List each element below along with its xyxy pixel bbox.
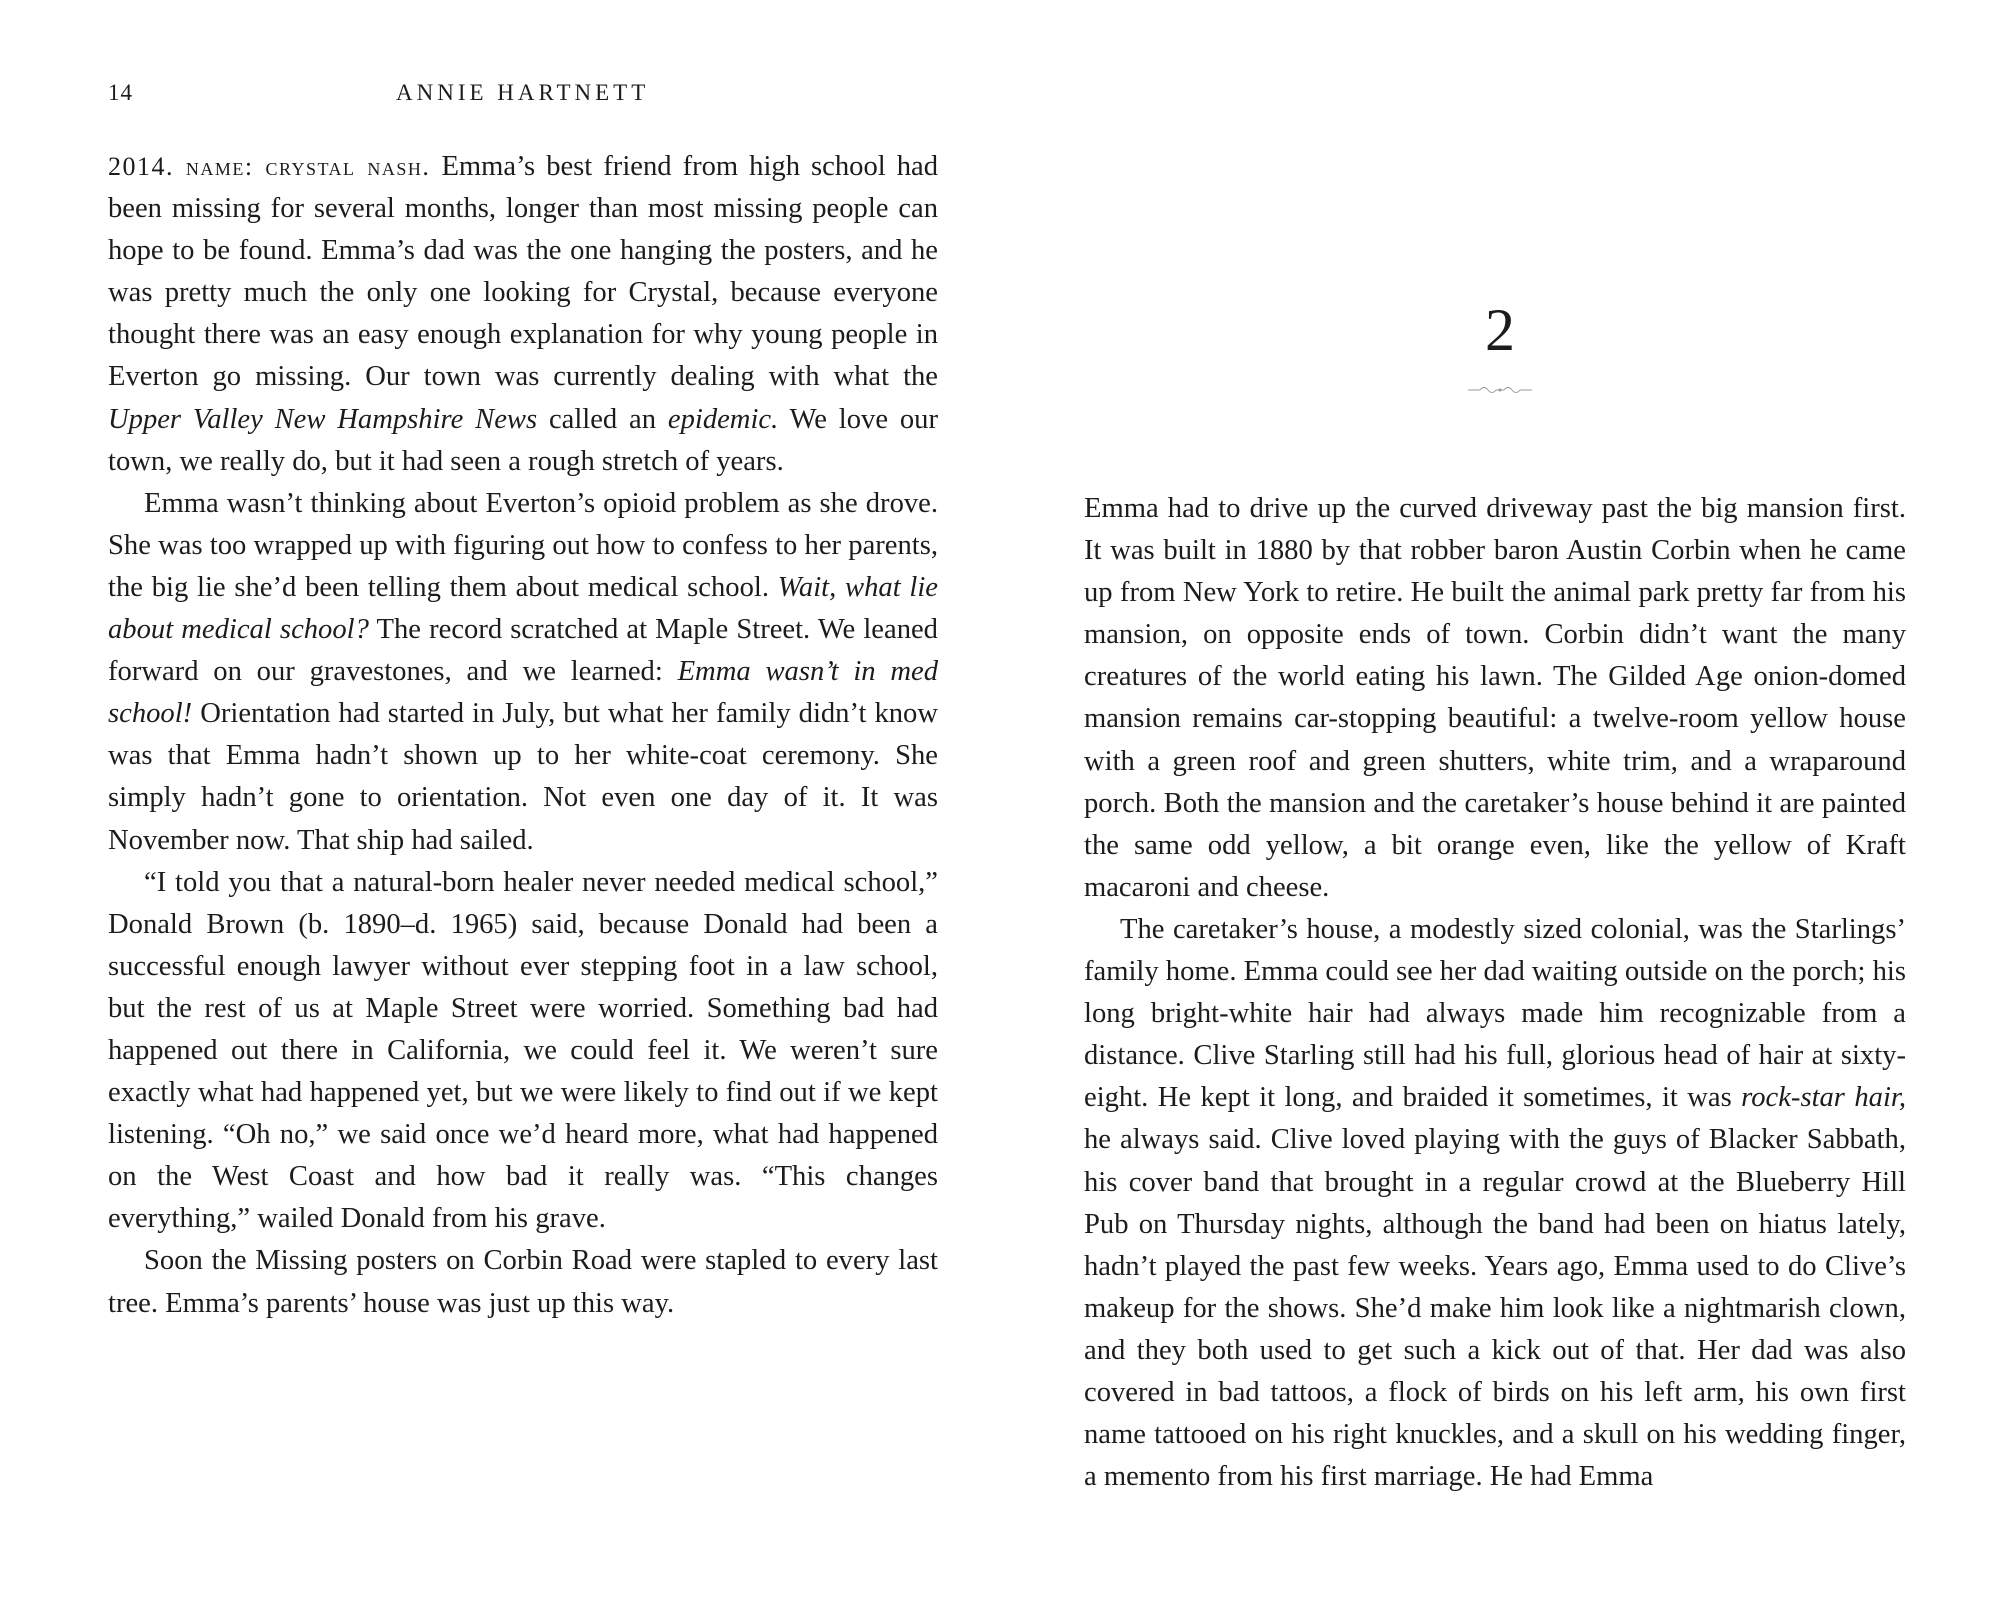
page-number: 14	[108, 80, 133, 105]
paragraph	[1084, 909, 1906, 1498]
paragraph: Emma had to drive up the curved driveway past the big mansion first. It was built in 1880 by that robber baron Austin Corbin when he came up from New York to retire. He built the animal park pretty far from his mansion, on opposite ends of town. Corbin didn’t want the many creatures of the world eating his lawn. The Gilded Age onion-domed mansion remains car-stopping beautiful: a twelve-room yellow house with a green roof and green shutters, white trim, and a wraparound porch. Both the mansion and the caretaker’s house behind it are painted the same odd yellow, a bit orange even, like the yellow of Kraft macaroni and cheese.	[1084, 493, 1906, 903]
paragraph	[108, 483, 938, 862]
chapter-number: 2	[1485, 297, 1515, 363]
italic-run: Upper Valley New Hampshire News	[108, 403, 538, 435]
paragraph: Soon the Missing posters on Corbin Road were stapled to every last tree. Emma’s parents’ house was just up this way.	[108, 1245, 938, 1319]
italic-run: rock-star hair,	[1741, 1082, 1907, 1114]
left-page-text	[108, 146, 938, 1325]
entry-lead: 2014. name: crystal nash.	[108, 152, 431, 181]
text-run: he always said. Clive loved playing with the guys of Blacker Sabbath, his cover band that brought in a regular crowd at the Blueberry Hill Pub on Thursday nights, although the band had been on hiatus lately, hadn’t played the past few weeks. Years ago, Emma used to do Clive’s makeup for the shows. She’d make him look like a nightmarish clown, and they both used to get such a kick out of that. Her dad was also covered in bad tattoos, a flock of birds on his left arm, his own first name tattooed on his right knuckles, and a skull on his wedding finger, a memento from his first marriage. He had Emma	[1084, 1124, 1906, 1493]
italic-run: Wait, what lie about medical school?	[108, 571, 938, 646]
italic-run: Emma wasn’t in med school!	[108, 656, 938, 730]
paragraph: “I told you that a natural-born healer never needed medical school,” Donald Brown (b. 1890–d. 1965) said, because Donald had been a successful enough lawyer without ever stepping foot in a law school, but the rest of us at Maple Street were worried. Something bad had happened out there in California, we could feel it. We weren’t sure exactly what had happened yet, but we were likely to find out if we kept listening. “Oh no,” we said once we’d heard more, what had happened on the West Coast and how bad it really was. “This changes everything,” wailed Donald from his grave.	[108, 866, 938, 1235]
text-run: The caretaker’s house, a modestly sized colonial, was the Starlings’ family home. Emma could see her dad waiting outside on the porch; his long bright-white hair had always made him recognizable from a distance. Clive Starling still had his full, glorious head of hair at sixty-eight. He kept it long, and braided it sometimes, it was	[1084, 913, 1906, 1114]
author-name: ANNIE HARTNETT	[396, 80, 650, 105]
paragraph	[108, 146, 938, 483]
ornament-icon	[1450, 380, 1550, 400]
text-run: The record scratched at Maple Street. We leaned forward on our gravestones, and we learned:	[108, 614, 938, 688]
text-run: Orientation had started in July, but what her family didn’t know was that Emma hadn’t shown up to her white-coat ceremony. She simply hadn’t gone to orientation. Not even one day of it. It was November now. That ship had sailed.	[108, 698, 938, 856]
italic-run: epidemic.	[667, 403, 779, 435]
text-run: Emma wasn’t thinking about Everton’s opioid problem as she drove. She was too wrapped up with figuring out how to confess to her parents, the big lie she’d been telling them about medical school.	[108, 487, 938, 603]
text-run: We love our town, we really do, but it had seen a rough stretch of years.	[108, 403, 938, 477]
right-page	[1000, 0, 2000, 1599]
right-page-text	[1084, 488, 1906, 1498]
text-run: Emma’s best friend from high school had been missing for several months, longer than most missing people can hope to be found. Emma’s dad was the one hanging the posters, and he was pretty much the only one looking for Crystal, because everyone thought there was an easy enough explanation for why young people in Everton go missing. Our town was currently dealing with what the	[108, 151, 938, 393]
text-run: called an	[537, 403, 668, 435]
